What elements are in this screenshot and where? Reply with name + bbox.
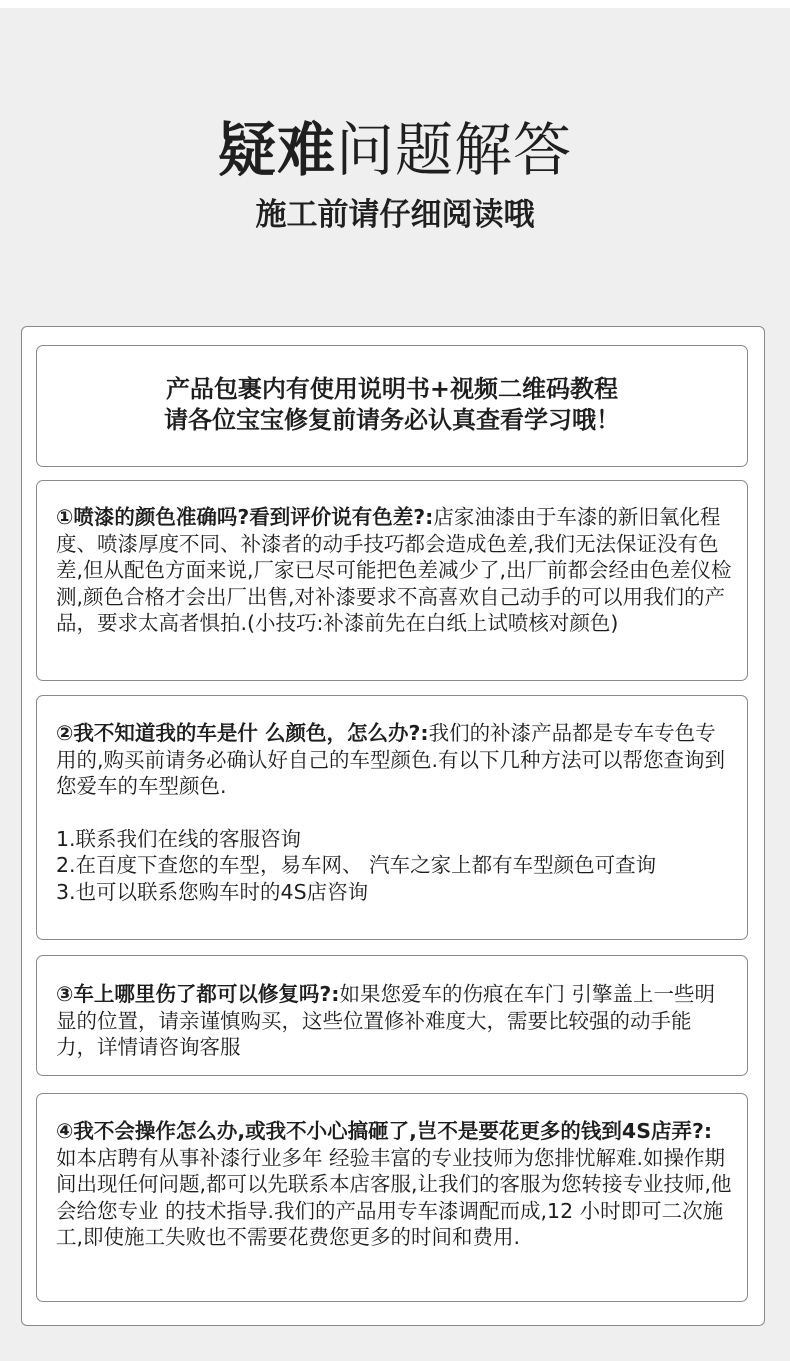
faq-answer: 如果您爱车的伤痕在车门 引擎盖上一些明显的位置，请亲谨慎购买，这些位置修补难度大，需要比较强的动手能力，详情请咨询客服 (56, 982, 715, 1059)
faq-card-2 (36, 695, 748, 940)
faq-item-3 (56, 981, 732, 1061)
notice-text (37, 374, 747, 436)
faq-answer: 店家油漆由于车漆的新旧氧化程度、喷漆厚度不同、补漆者的动手技巧都会造成色差,我们无法保证没有色差,但从配色方面来说,厂家已尽可能把色差减少了,出厂前都会经由色差仪检测,颜色合格才会出厂出售,对补漆要求不高喜欢自己动手的可以用我们的产品，要求太高者惧拍.(小技巧:补漆前先在白纸上试喷核对颜色) (56, 505, 732, 635)
notice-line-2: 请各位宝宝修复前请务必认真查看学习哦！ (164, 406, 620, 434)
faq-question: ②我不知道我的车是什 么颜色，怎么办?: (56, 721, 429, 745)
faq-answer: 如本店聘有从事补漆行业多年 经验丰富的专业技师为您排忧解难.如操作期间出现任何问题,都可以先联系本店客服,让我们的客服为您转接专业技师,他会给您专业 的技术指导.我们的产品用专车漆调配而成,12 小时即可二次施工,即使施工失败也不需要花费您更多的时间和费用. (56, 1145, 732, 1249)
faq-question: ③车上哪里伤了都可以修复吗?: (56, 982, 340, 1006)
faq-question: ④我不会操作怎么办,或我不小心搞砸了,岂不是要花更多的钱到4S店弄?: (56, 1119, 713, 1143)
method-item: 1.联系我们在线的客服咨询 (56, 826, 302, 851)
color-lookup-methods (56, 826, 732, 906)
faq-question: ①喷漆的颜色准确吗?看到评价说有色差?: (56, 505, 434, 529)
page-subtitle: 施工前请仔细阅读哦 (255, 197, 535, 233)
notice-card (36, 345, 748, 467)
faq-card-4 (36, 1093, 748, 1302)
title-light-part: 问题解答 (336, 116, 573, 184)
faq-card-3 (36, 955, 748, 1076)
title-bold-part: 疑难 (217, 116, 336, 184)
method-item: 2.在百度下查您的车型，易车网、 汽车之家上都有车型颜色可查询 (56, 853, 657, 877)
method-item: 3.也可以联系您购车时的4S店咨询 (56, 879, 369, 904)
page-title (0, 112, 790, 188)
notice-line-1: 产品包裹内有使用说明书+视频二维码教程 (165, 375, 619, 403)
faq-item-1 (56, 504, 732, 637)
faq-item-4 (56, 1118, 732, 1251)
faq-item-2 (56, 720, 732, 905)
faq-card-1 (36, 480, 748, 681)
faq-answer: 我们的补漆产品都是专车专色专用的,购买前请务必确认好自己的车型颜色.有以下几种方法可以帮您查询到您爱车的车型颜色. (56, 721, 726, 798)
